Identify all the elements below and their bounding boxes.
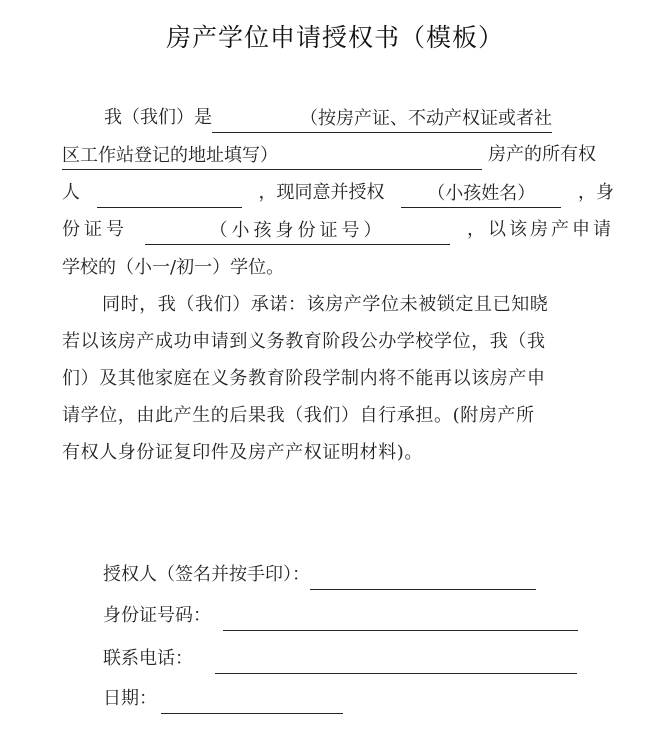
p2-l1: 同时，我（我们）承诺：该房产学位未被锁定且已知晓 [102, 294, 549, 315]
l4-hint: （小孩身份证号） [209, 220, 386, 241]
p2-l3: 们）及其他家庭在义务教育阶段学制内将不能再以该房产申 [62, 368, 546, 389]
id-label: 身份证号码： [103, 605, 211, 626]
id-number-field[interactable] [223, 606, 578, 631]
l2-hint: 区工作站登记的地址填写） [62, 145, 278, 166]
l3-prefix: 人 [62, 182, 80, 203]
date-row [103, 684, 343, 714]
body-line-7 [62, 327, 614, 357]
body-line-3 [62, 178, 614, 208]
child-id-blank[interactable] [145, 218, 450, 245]
l4-prefix: 份证号 [62, 219, 128, 240]
p2-l5: 有权人身份证复印件及房产产权证明材料)。 [62, 442, 424, 463]
l3-suffix: ，身 [578, 182, 614, 203]
owner-address-blank-cont[interactable] [62, 143, 482, 170]
owner-address-blank[interactable] [212, 106, 552, 133]
child-name-blank[interactable] [401, 181, 561, 208]
authorizer-row [103, 560, 536, 590]
body-line-10 [62, 438, 614, 468]
owner-name-blank[interactable] [97, 181, 242, 208]
authorizer-label: 授权人（签名并按手印）： [103, 564, 310, 585]
p2-l4: 请学位，由此产生的后果我（我们）自行承担。(附房产所 [62, 405, 535, 426]
l3-mid: ，现同意并授权 [258, 182, 385, 203]
date-field[interactable] [161, 689, 343, 714]
id-row [103, 601, 578, 631]
l1-prefix: 我（我们）是 [104, 107, 212, 128]
l5: 学校的（小一/初一）学位。 [62, 257, 285, 278]
phone-row [103, 644, 577, 674]
phone-label: 联系电话： [103, 648, 193, 669]
body-line-9 [62, 401, 614, 431]
body-line-1 [62, 103, 614, 133]
document-title: 房产学位申请授权书（模板） [165, 23, 504, 52]
l4-suffix: ，以该房产申请 [467, 219, 614, 240]
body-line-8 [62, 364, 614, 394]
l2-suffix: 房产的所有权 [488, 144, 596, 165]
body-line-6 [62, 290, 614, 320]
l3-hint: （小孩姓名） [427, 183, 536, 204]
body-line-4 [62, 215, 614, 245]
body-line-2 [62, 140, 614, 170]
authorizer-signature-field[interactable] [310, 565, 536, 590]
date-label: 日期： [103, 688, 157, 709]
l1-hint: （按房产证、不动产权证或者社 [300, 108, 552, 129]
phone-field[interactable] [215, 649, 577, 674]
p2-l2: 若以该房产成功申请到义务教育阶段公办学校学位，我（我 [62, 331, 546, 352]
body-line-5 [62, 253, 614, 283]
